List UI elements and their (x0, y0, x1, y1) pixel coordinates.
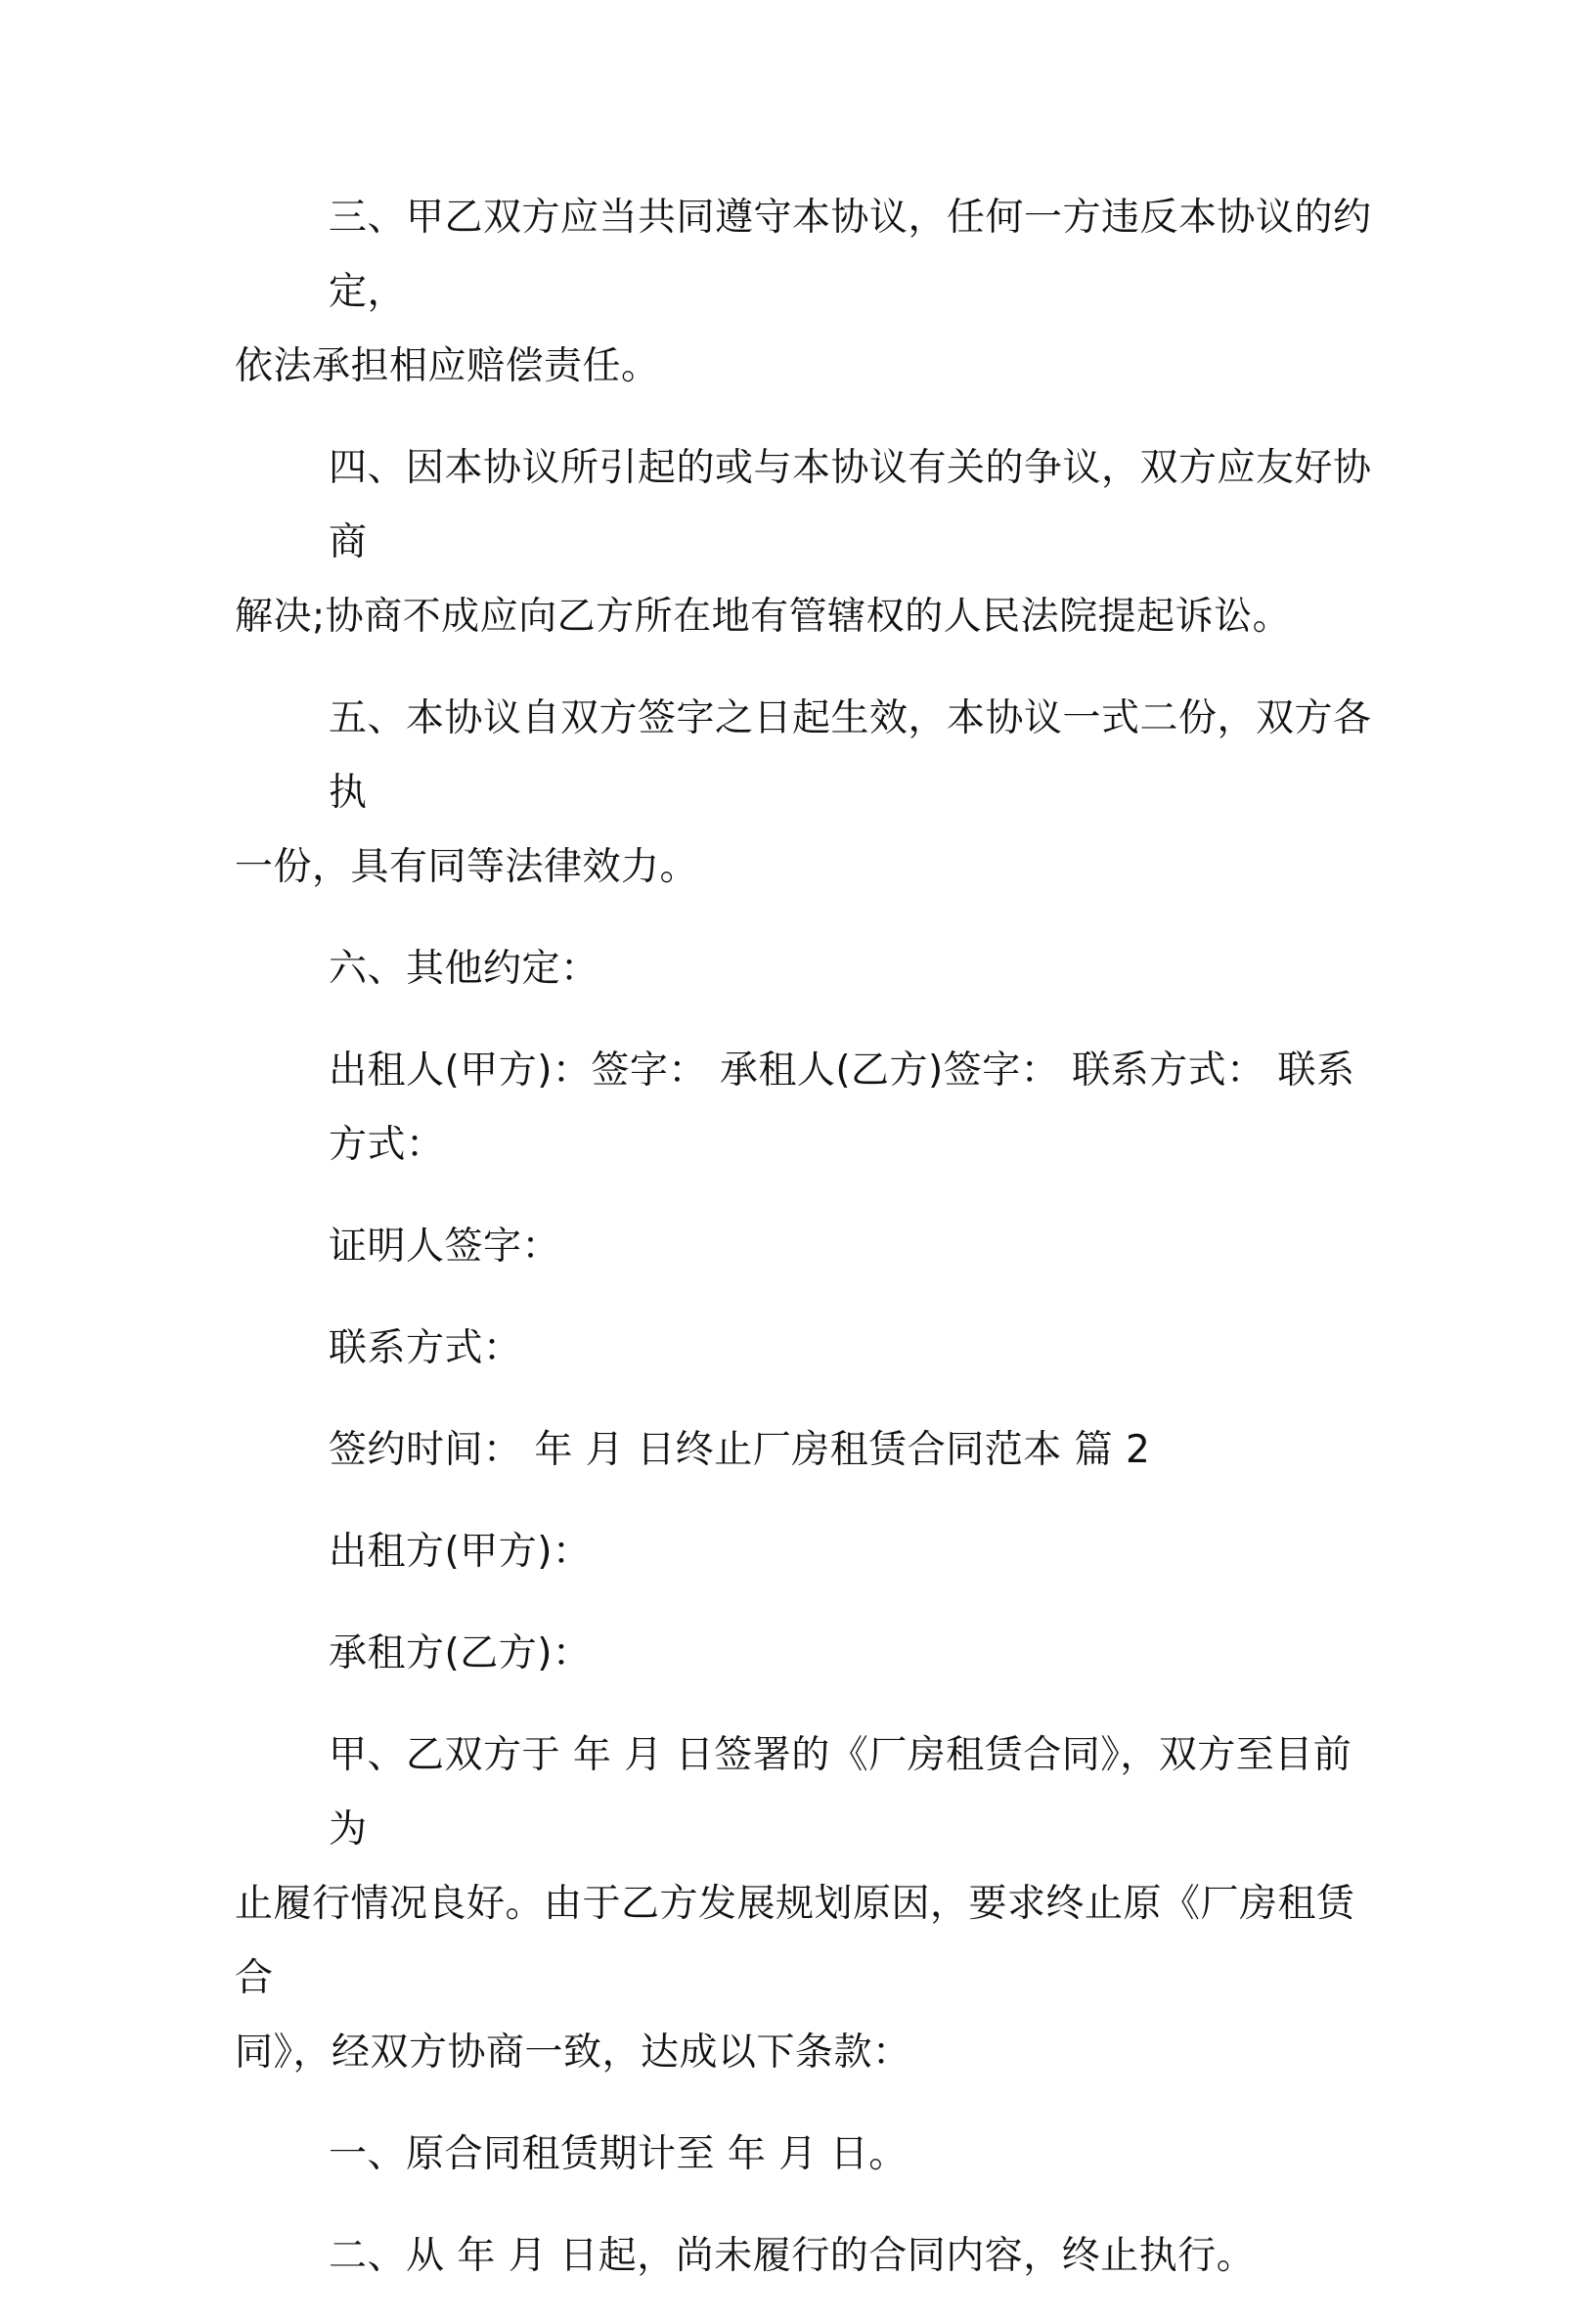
preamble (235, 1718, 1389, 2090)
lessor-party-text: 出租方(甲方)： (329, 1530, 592, 1574)
term-clause-2-text: 二、从 年 月 日起，尚未履行的合同内容，终止执行。 (329, 2234, 1256, 2278)
witness-contact (235, 1312, 1389, 1386)
preamble-line-2: 止履行情况良好。由于乙方发展规划原因，要求终止原《厂房租赁合 (235, 1882, 1355, 2000)
document-body (235, 181, 1389, 2321)
clause-5-line-2: 一份，具有同等法律效力。 (235, 845, 699, 889)
clause-4-line-2: 解决;协商不成应向乙方所在地有管辖权的人民法院提起诉讼。 (235, 595, 1292, 639)
clause-6 (235, 932, 1389, 1006)
clause-3-line-2: 依法承担相应赔偿责任。 (235, 344, 660, 388)
term-clause-2 (235, 2219, 1389, 2294)
witness-signature (235, 1210, 1389, 1284)
lessee-party (235, 1617, 1389, 1691)
clause-4 (235, 431, 1389, 654)
clause-5-line-1: 五、本协议自双方签字之日起生效，本协议一式二份，双方各执 (329, 696, 1372, 815)
witness-signature-text: 证明人签字： (329, 1225, 561, 1269)
preamble-line-1: 甲、乙双方于 年 月 日签署的《厂房租赁合同》，双方至目前为 (329, 1733, 1352, 1852)
lessee-party-text: 承租方(乙方)： (329, 1631, 592, 1675)
clause-3 (235, 181, 1389, 404)
signing-date-text: 签约时间： 年 月 日终止厂房租赁合同范本 篇 2 (329, 1428, 1151, 1472)
term-clause-1 (235, 2118, 1389, 2192)
clause-3-line-1: 三、甲乙双方应当共同遵守本协议，任何一方违反本协议的约定， (329, 196, 1372, 314)
signature-line-text: 出租人(甲方)：签字： 承租人(乙方)签字： 联系方式： 联系方式： (329, 1049, 1355, 1167)
lessor-party (235, 1515, 1389, 1589)
witness-contact-text: 联系方式： (329, 1326, 522, 1370)
signing-date (235, 1413, 1389, 1488)
term-clause-1-text: 一、原合同租赁期计至 年 月 日。 (329, 2132, 908, 2176)
signature-line (235, 1034, 1389, 1183)
preamble-line-3: 同》，经双方协商一致，达成以下条款： (235, 2031, 911, 2075)
clause-6-line-1: 六、其他约定： (329, 947, 599, 991)
clause-5 (235, 682, 1389, 905)
clause-4-line-1: 四、因本协议所引起的或与本协议有关的争议，双方应友好协商 (329, 446, 1372, 564)
